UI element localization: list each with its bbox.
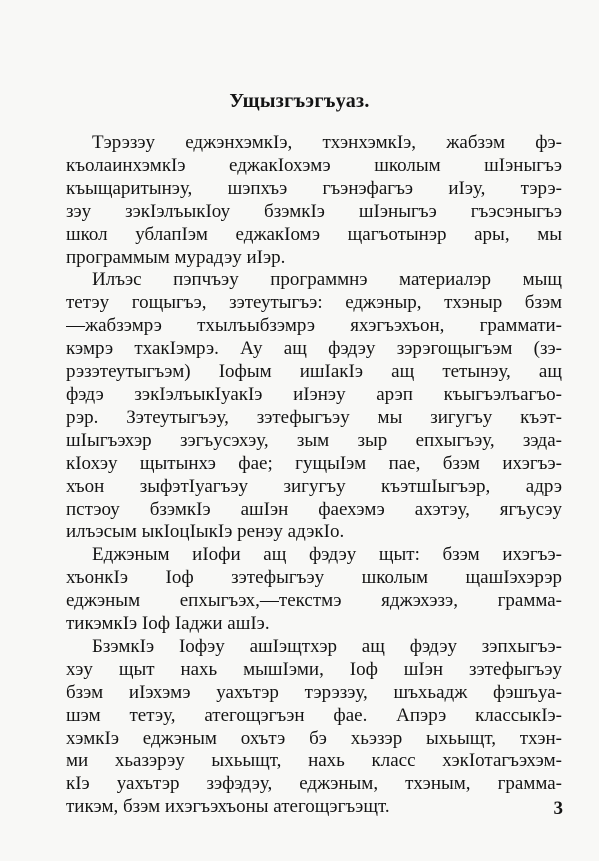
text-line: зэу зэкIэлъыкIоу бзэмкIэ шIэныгъэ гъэсэныгъэ bbox=[66, 200, 562, 222]
text-line: хъон зыфэтIуагъэу зигугъу къэтшIыгъэр, адрэ bbox=[66, 475, 562, 497]
text-line: хэу щыт нахь мышIэми, Iоф шIэн зэтефыгъэу bbox=[66, 658, 562, 680]
text-line: рэзэтеутыгъэм) Iофым ишIакIэ ащ тетынэу, ащ bbox=[66, 361, 562, 383]
text-line: къолаинхэмкIэ еджакIохэмэ школым шIэныгъэ bbox=[66, 154, 562, 176]
text-line: тетэу гощыгъэ, зэтеутыгъэ: еджэныр, тхэныр бзэм bbox=[66, 292, 562, 314]
text-line: школ ублапIэм еджакIомэ щагъотынэр ары, мы bbox=[66, 223, 562, 245]
text-line: фэдэ зэкIэлъыкIуакIэ иIэнэу арэп къыгъэлъагъо- bbox=[66, 383, 562, 405]
text-line: Тэрэзэу еджэнхэмкIэ, тхэнхэмкIэ, жабзэм фэ- bbox=[92, 132, 562, 153]
text-line: —жабзэмрэ тхылъыбзэмрэ яхэгъэхъон, граммати- bbox=[66, 315, 562, 337]
text-line: хъонкIэ Iоф зэтефыгъэу школым щашIэхэрэр bbox=[66, 567, 562, 589]
text-line: шэм тетэу, атегощэгъэн фае. Апэрэ классыкIэ- bbox=[66, 704, 562, 726]
text-line: илъэсым ыкIоцIыкIэ ренэу адэкIо. bbox=[66, 521, 345, 543]
text-line: Еджэным иIофи ащ фэдэу щыт: бзэм ихэгъэ- bbox=[92, 544, 562, 566]
text-line: кэмрэ тхакIэмрэ. Ау ащ фэдэу зэрэгощыгъэм (зэ- bbox=[66, 338, 562, 360]
text-line: тикэм, бзэм ихэгъэхъоны атегощэгъэщт. bbox=[66, 796, 390, 818]
text-line: ми хьазэрэу ыхьыщт, нахь класс хэкIотагъэхэм- bbox=[66, 750, 562, 772]
page-heading: Ущызгъэгъуаз. bbox=[229, 90, 370, 112]
text-line: еджэным епхыгъэх,—текстмэ яджэхэзэ, грамма- bbox=[66, 590, 562, 612]
text-line: шIыгъэхэр зэгъусэхэу, зым зыр епхыгъэу, зэда- bbox=[66, 429, 562, 451]
page-number: 3 bbox=[553, 798, 563, 819]
text-line: бзэм иIэхэмэ уахътэр тэрэзэу, шъхьадж фэшъуа- bbox=[66, 681, 562, 703]
text-line: кIохэу щытынхэ фае; гущыIэм пае, бзэм ихэгъэ- bbox=[66, 452, 562, 474]
text-line: БзэмкIэ Iофэу ашIэщтхэр ащ фэдэу зэпхыгъэ- bbox=[92, 635, 562, 657]
body-text bbox=[66, 132, 562, 819]
text-line: тикэмкIэ Iоф Iаджи ашIэ. bbox=[66, 613, 270, 635]
text-line: программым мурадэу иIэр. bbox=[66, 246, 286, 268]
text-line: пстэоу бзэмкIэ ашIэн фаехэмэ ахэтэу, ягъусэу bbox=[66, 498, 562, 520]
text-line: рэр. Зэтеутыгъэу, зэтефыгъэу мы зигугъу къэт- bbox=[66, 406, 562, 428]
text-line: кIэ уахътэр зэфэдэу, еджэным, тхэным, грамма- bbox=[66, 773, 562, 795]
text-line: хэмкIэ еджэным охътэ бэ хьэзэр ыхьыщт, тхэн- bbox=[66, 727, 562, 749]
text-line: къыщаритынэу, шэпхъэ гъэнэфагъэ иIэу, тэрэ- bbox=[66, 177, 562, 199]
text-line: Илъэс пэпчъэу программнэ материалэр мыщ bbox=[92, 269, 562, 291]
